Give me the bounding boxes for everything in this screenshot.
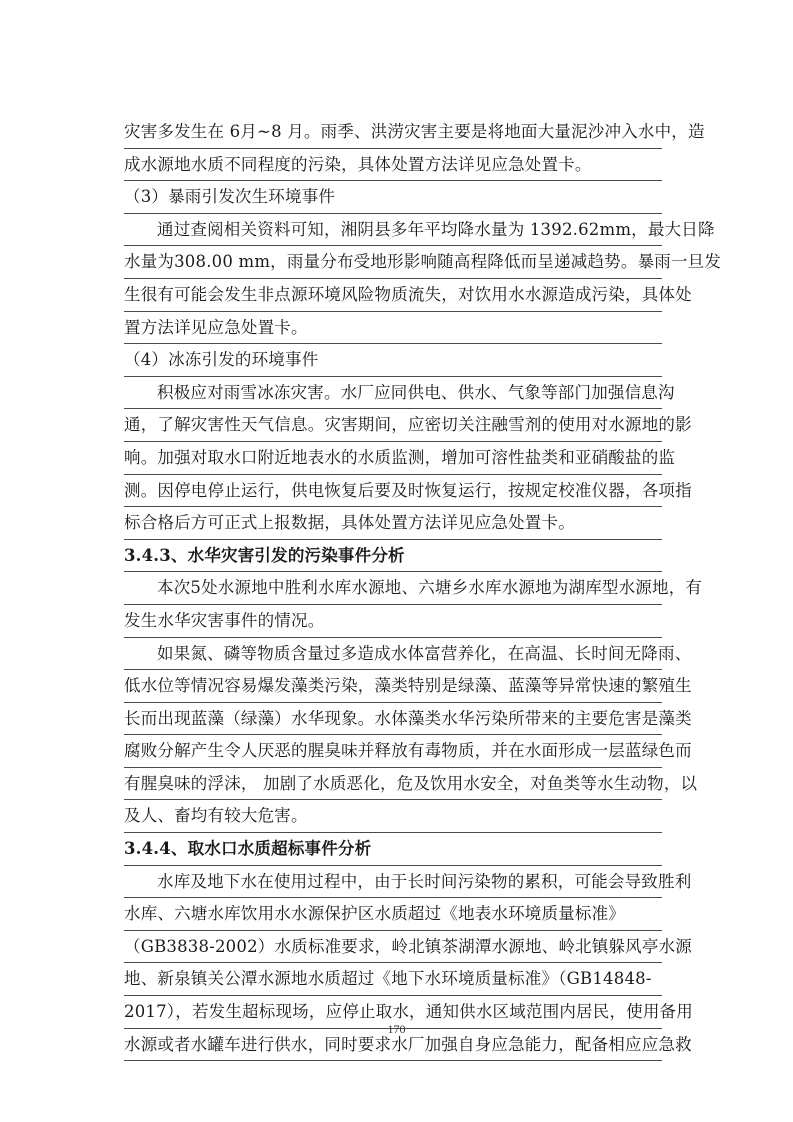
text-line: 积极应对雨雪冰冻灾害。水厂应同供电、供水、气象等部门加强信息沟 <box>124 377 662 410</box>
page-number: 170 <box>387 1022 406 1036</box>
text-line: 标合格后方可正式上报数据，具体处置方法详见应急处置卡。 <box>124 507 662 540</box>
text-line: 发生水华灾害事件的情况。 <box>124 605 662 638</box>
text-line: 响。加强对取水口附近地表水的水质监测，增加可溶性盐类和亚硝酸盐的监 <box>124 442 662 475</box>
text-line: 低水位等情况容易爆发藻类污染，藻类特别是绿藻、蓝藻等异常快速的繁殖生 <box>124 670 662 703</box>
section-heading: 3.4.3、水华灾害引发的污染事件分析 <box>124 540 662 573</box>
text-line: 有腥臭味的浮沫， 加剧了水质恶化，危及饮用水安全，对鱼类等水生动物，以 <box>124 768 662 801</box>
text-line: 水库及地下水在使用过程中，由于长时间污染物的累积，可能会导致胜利 <box>124 866 662 899</box>
text-line: 如果氮、磷等物质含量过多造成水体富营养化，在高温、长时间无降雨、 <box>124 638 662 671</box>
text-line: 水源或者水罐车进行供水，同时要求水厂加强自身应急能力，配备相应应急救 <box>124 1029 662 1062</box>
text-line: 通过查阅相关资料可知，湘阴县多年平均降水量为 1392.62mm，最大日降 <box>124 214 662 247</box>
subsection-heading: （4）冰冻引发的环境事件 <box>124 344 662 377</box>
text-line: 测。因停电停止运行，供电恢复后要及时恢复运行，按规定校准仪器，各项指 <box>124 475 662 508</box>
text-line: 水库、六塘水库饮用水水源保护区水质超过《地表水环境质量标准》 <box>124 898 662 931</box>
text-line: 水量为308.00 mm，雨量分布受地形影响随高程降低而呈递减趋势。暴雨一旦发 <box>124 246 662 279</box>
text-line: 本次5处水源地中胜利水库水源地、六塘乡水库水源地为湖库型水源地，有 <box>124 572 662 605</box>
text-line: 腐败分解产生令人厌恶的腥臭味并释放有毒物质，并在水面形成一层蓝绿色而 <box>124 735 662 768</box>
text-line: 及人、畜均有较大危害。 <box>124 800 662 833</box>
text-line: 生很有可能会发生非点源环境风险物质流失，对饮用水水源造成污染，具体处 <box>124 279 662 312</box>
subsection-heading: （3）暴雨引发次生环境事件 <box>124 181 662 214</box>
text-line: 2017），若发生超标现场，应停止取水，通知供水区域范围内居民，使用备用 <box>124 996 662 1029</box>
text-line: 置方法详见应急处置卡。 <box>124 312 662 345</box>
text-line: 成水源地水质不同程度的污染，具体处置方法详见应急处置卡。 <box>124 149 662 182</box>
body-text <box>124 116 722 1061</box>
text-line: （GB3838-2002）水质标准要求，岭北镇茶湖潭水源地、岭北镇躲风亭水源 <box>124 931 662 964</box>
text-line: 地、新泉镇关公潭水源地水质超过《地下水环境质量标准》（GB14848- <box>124 963 662 996</box>
section-heading: 3.4.4、取水口水质超标事件分析 <box>124 833 662 866</box>
text-line: 灾害多发生在 6月~8 月。雨季、洪涝灾害主要是将地面大量泥沙冲入水中，造 <box>124 116 662 149</box>
text-line: 通，了解灾害性天气信息。灾害期间，应密切关注融雪剂的使用对水源地的影 <box>124 409 662 442</box>
text-line: 长而出现蓝藻（绿藻）水华现象。水体藻类水华污染所带来的主要危害是藻类 <box>124 703 662 736</box>
